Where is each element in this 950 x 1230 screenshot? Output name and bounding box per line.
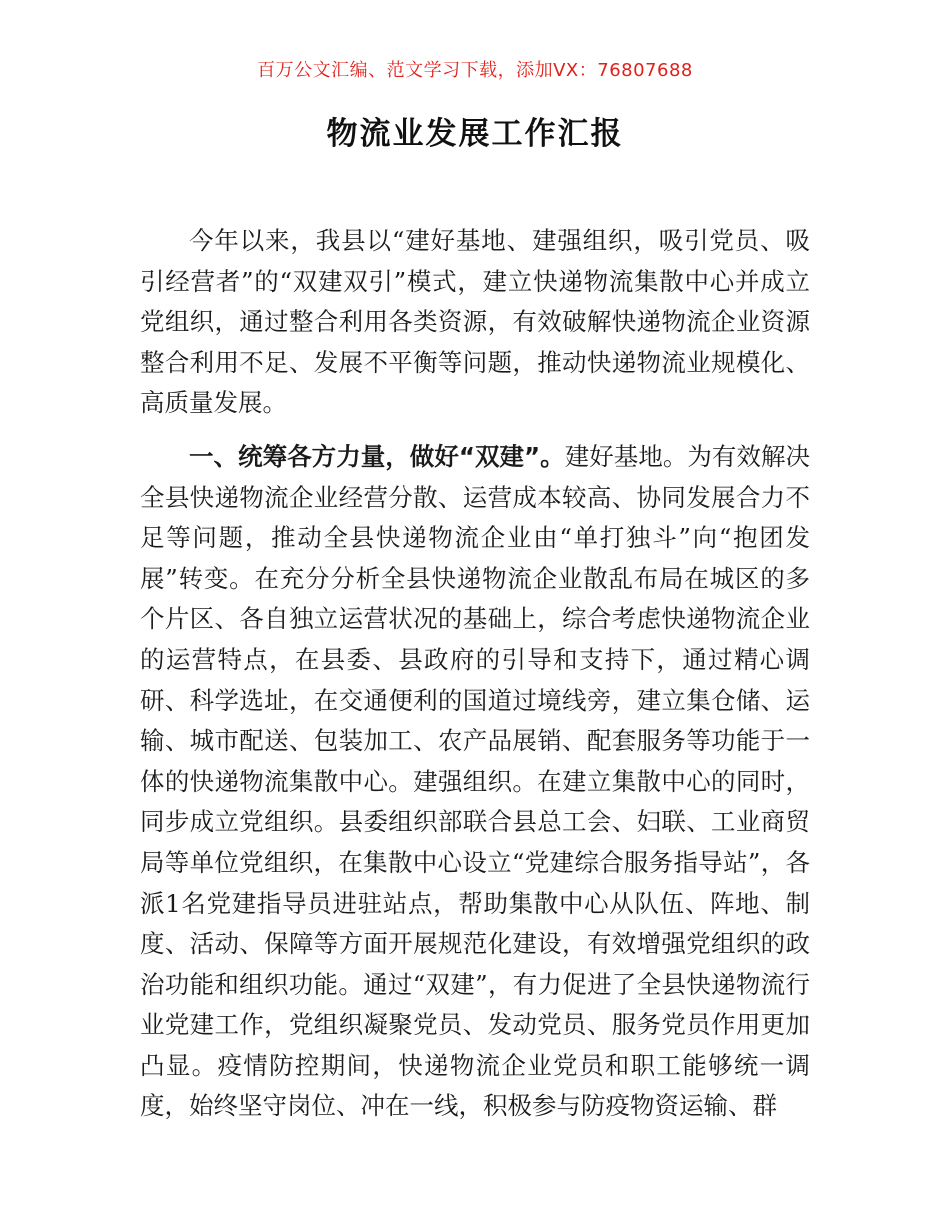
section-one-text: 建好基地。为有效解决全县快递物流企业经营分散、运营成本较高、协同发展合力不足等问题，推动全县快递物流企业由“单打独斗”向“抱团发展”转变。在充分分析全县快递物流企业散乱布局在城区的多个片区、各自独立运营状况的基础上，综合考虑快递物流企业的运营特点，在县委、县政府的引导和支持下，通过精心调研、科学选址，在交通便利的国道过境线旁，建立集仓储、运输、城市配送、包装加工、农产品展销、配套服务等功能于一体的快递物流集散中心。建强组织。在建立集散中心的同时，同步成立党组织。县委组织部联合县总工会、妇联、工业商贸局等单位党组织，在集散中心设立“党建综合服务指导站”，各派1名党建指导员进驻站点，帮助集散中心从队伍、阵地、制度、活动、保障等方面开展规范化建设，有效增强党组织的政治功能和组织功能。通过“双建”，有力促进了全县快递物流行业党建工作，党组织凝聚党员、发动党员、服务党员作用更加凸显。疫情防控期间，快递物流企业党员和职工能够统一调度，始终坚守岗位、冲在一线，积极参与防疫物资运输、群 xyxy=(140,441,811,1121)
document-title: 物流业发展工作汇报 xyxy=(326,116,624,152)
document-body xyxy=(140,221,810,1127)
section-one-paragraph xyxy=(140,437,810,1127)
section-heading: 一、统筹各方力量，做好“双建”。 xyxy=(189,441,565,471)
intro-paragraph: 今年以来，我县以“建好基地、建强组织，吸引党员、吸引经营者”的“双建双引”模式，建立快递物流集散中心并成立党组织，通过整合利用各类资源，有效破解快递物流企业资源整合利用不足、发展不平衡等问题，推动快递物流业规模化、高质量发展。 xyxy=(140,226,810,418)
header-banner: 百万公文汇编、范文学习下载，添加VX：76807688 xyxy=(257,60,693,81)
